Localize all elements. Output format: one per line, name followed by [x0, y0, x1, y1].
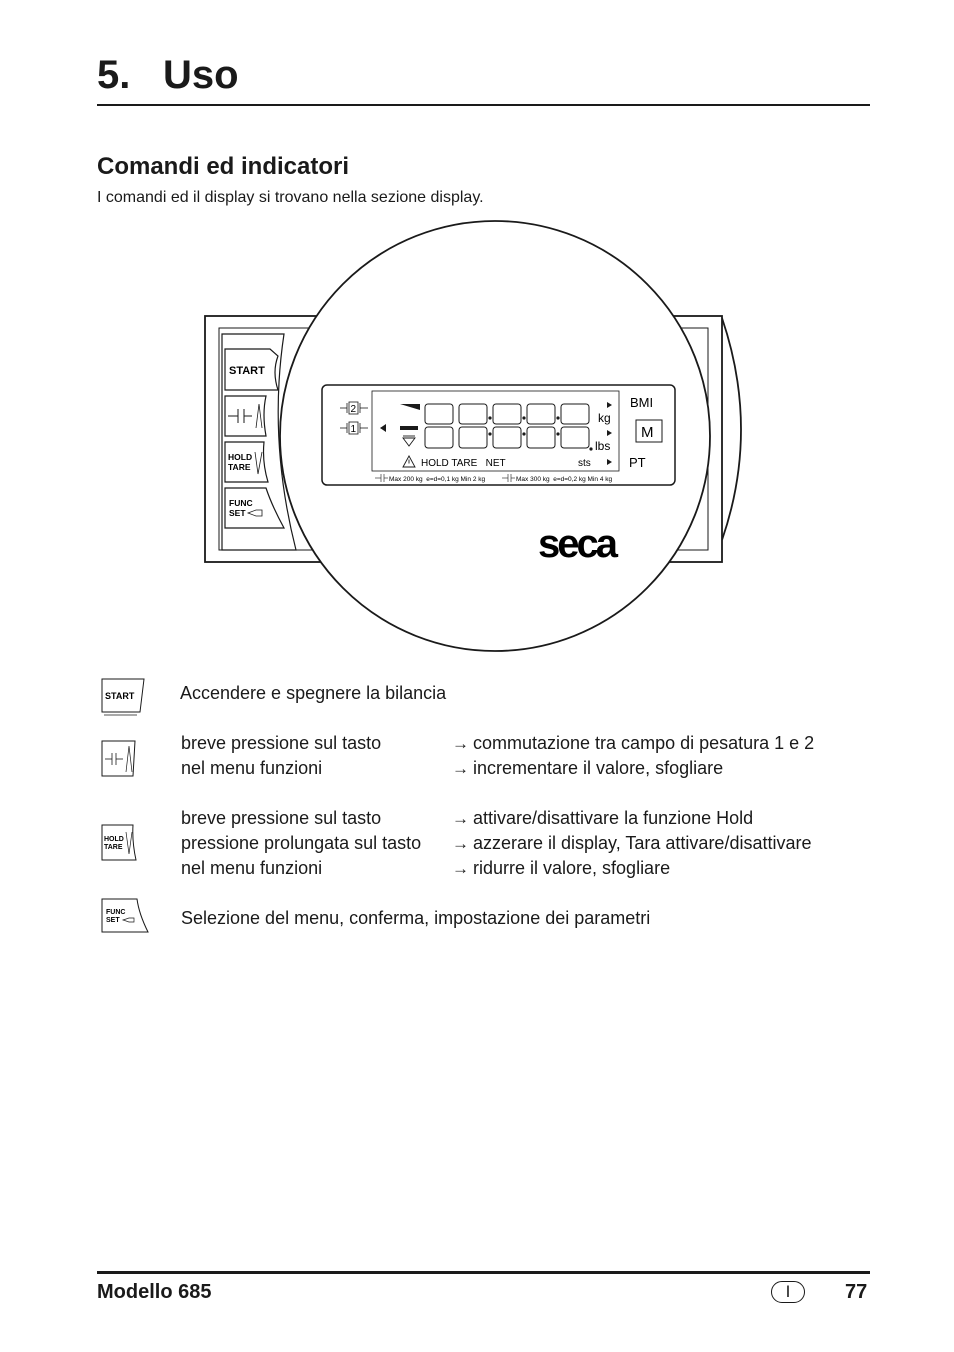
bmi-label: BMI	[630, 395, 654, 410]
language-badge: I	[771, 1281, 805, 1303]
unit-lbs: lbs	[595, 439, 611, 453]
hold-action-3: nel menu funzioni	[181, 858, 323, 878]
lcd-bottom-labels: HOLD TARE NET	[421, 458, 506, 469]
range-result-1: → commutazione tra campo di pesatura 1 e 2	[452, 733, 815, 753]
start-description: Accendere e spegnere la bilancia	[180, 683, 447, 703]
range-action-2: nel menu funzioni	[181, 758, 323, 778]
range-button[interactable]	[225, 396, 266, 436]
minus-sign-icon	[400, 426, 418, 430]
range-action-1: breve pressione sul tasto	[181, 733, 382, 753]
start-button-label: START	[229, 365, 265, 377]
hold-tare-button[interactable]	[225, 442, 268, 482]
page-number: 77	[845, 1281, 868, 1303]
arrow-icon: →	[452, 834, 469, 853]
func-set-key-icon-top: FUNC	[106, 909, 126, 916]
hold-tare-key-icon	[101, 824, 139, 862]
hold-action-1: breve pressione sul tasto	[181, 808, 382, 828]
start-button[interactable]	[225, 349, 278, 390]
unit-kg: kg	[598, 411, 611, 425]
hold-tare-key-icon-bottom: TARE	[104, 844, 123, 851]
chapter-title-text: Uso	[163, 53, 239, 97]
hold-label: HOLD	[228, 452, 253, 462]
start-key-icon	[101, 678, 149, 716]
lcd-frame	[322, 385, 675, 485]
spec-range1: Max 200 kg e=d=0,1 kg Min 2 kg	[389, 476, 486, 483]
start-key-icon-label: START	[105, 691, 135, 701]
section-heading: Comandi ed indicatori	[97, 153, 350, 180]
set-label: SET	[229, 508, 246, 518]
sts-label: sts	[578, 458, 591, 469]
svg-text:1: 1	[350, 424, 357, 435]
hold-action-2: pressione prolungata sul tasto	[181, 833, 422, 853]
chapter-number: 5.	[97, 53, 131, 97]
svg-text:2: 2	[350, 404, 357, 415]
memory-label: M	[641, 424, 654, 441]
hold-tare-key-icon-top: HOLD	[104, 836, 124, 843]
func-set-key-icon-bottom: SET	[106, 917, 120, 924]
arrow-icon: →	[452, 734, 469, 753]
tare-label: TARE	[228, 462, 251, 472]
footer-rule	[97, 1271, 870, 1274]
range-key-icon	[101, 740, 137, 778]
hold-result-2: → azzerare il display, Tara attivare/disattivare	[452, 833, 812, 853]
section-intro: I comandi ed il display si trovano nella sezione display.	[97, 189, 484, 206]
func-label: FUNC	[229, 498, 253, 508]
hold-result-1: → attivare/disattivare la funzione Hold	[452, 808, 754, 828]
seca-logo: seca	[538, 522, 615, 566]
pt-label: PT	[629, 455, 646, 470]
hold-result-3: → ridurre il valore, sfogliare	[452, 858, 671, 878]
arrow-icon: →	[452, 859, 469, 878]
spec-range2: Max 300 kg e=d=0,2 kg Min 4 kg	[516, 476, 613, 483]
func-set-key-icon	[101, 898, 149, 936]
range-result-2: → incrementare il valore, sfogliare	[452, 758, 724, 778]
func-set-description: Selezione del menu, conferma, impostazione dei parametri	[181, 908, 651, 928]
arrow-icon: →	[452, 809, 469, 828]
footer-model: Modello 685	[97, 1281, 212, 1303]
arrow-icon: →	[452, 759, 469, 778]
